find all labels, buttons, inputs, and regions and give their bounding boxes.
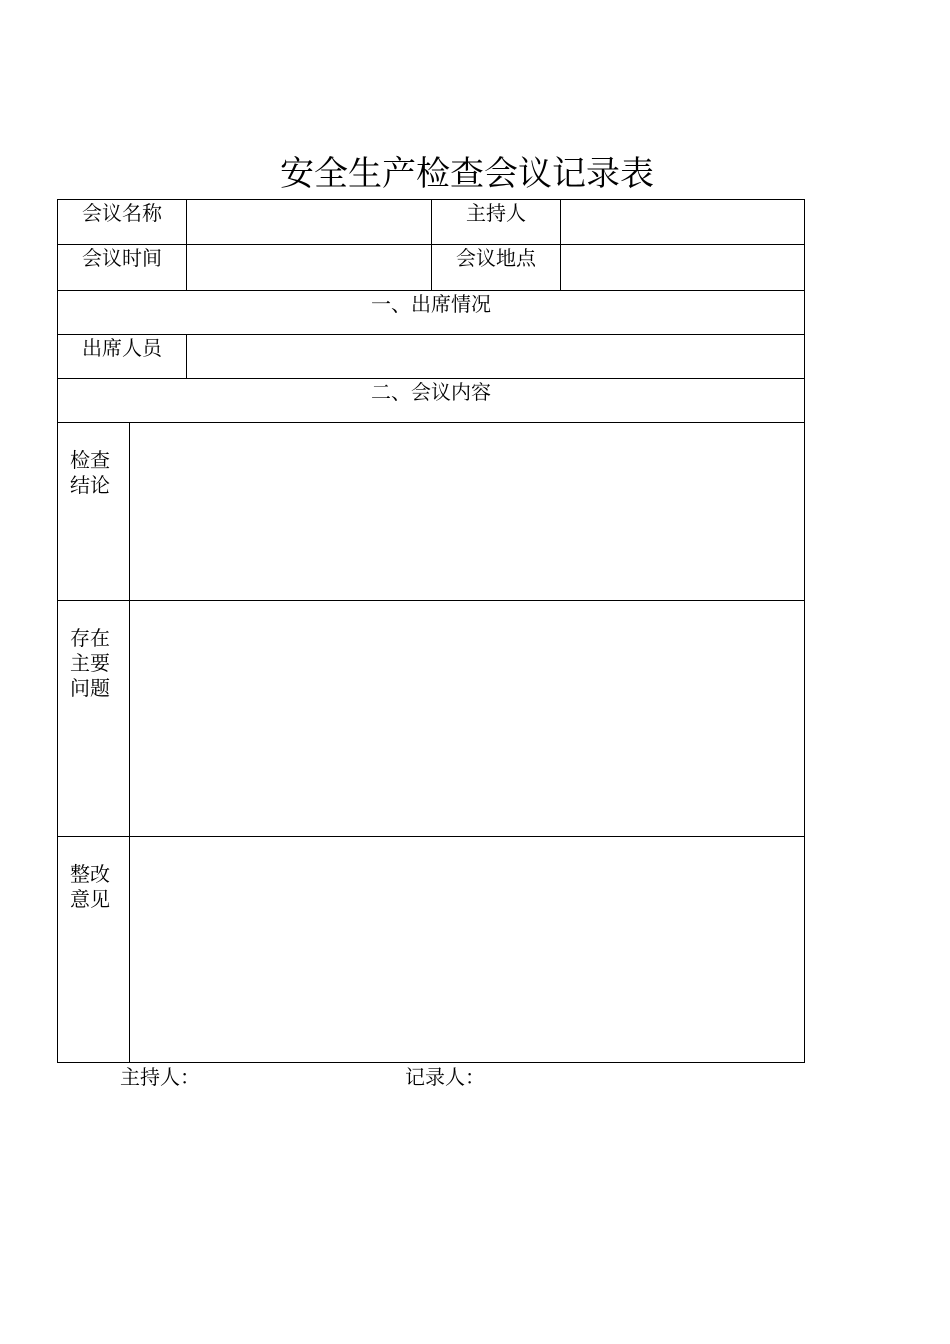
page-title: 安全生产检查会议记录表 bbox=[280, 154, 654, 194]
inspection-conclusion-field[interactable] bbox=[129, 422, 805, 601]
attendees-label: 出席人员 bbox=[57, 334, 187, 379]
meeting-time-label: 会议时间 bbox=[57, 244, 187, 291]
meeting-name-field[interactable] bbox=[186, 199, 432, 245]
attendees-field[interactable] bbox=[186, 334, 805, 379]
host-signature-label: 主持人： bbox=[120, 1065, 200, 1089]
meeting-place-field[interactable] bbox=[560, 244, 805, 291]
section-attendance-heading: 一、出席情况 bbox=[57, 290, 805, 335]
host-label: 主持人 bbox=[431, 199, 561, 245]
main-issues-field[interactable] bbox=[129, 600, 805, 837]
inspection-conclusion-label: 检查结论 bbox=[57, 422, 130, 601]
meeting-place-label: 会议地点 bbox=[431, 244, 561, 291]
recorder-signature-label: 记录人： bbox=[405, 1065, 485, 1089]
host-field[interactable] bbox=[560, 199, 805, 245]
rectification-field[interactable] bbox=[129, 836, 805, 1063]
rectification-label: 整改意见 bbox=[57, 836, 130, 1063]
meeting-time-field[interactable] bbox=[186, 244, 432, 291]
meeting-name-label: 会议名称 bbox=[57, 199, 187, 245]
main-issues-label: 存在主要问题 bbox=[57, 600, 130, 837]
section-content-heading: 二、会议内容 bbox=[57, 378, 805, 423]
